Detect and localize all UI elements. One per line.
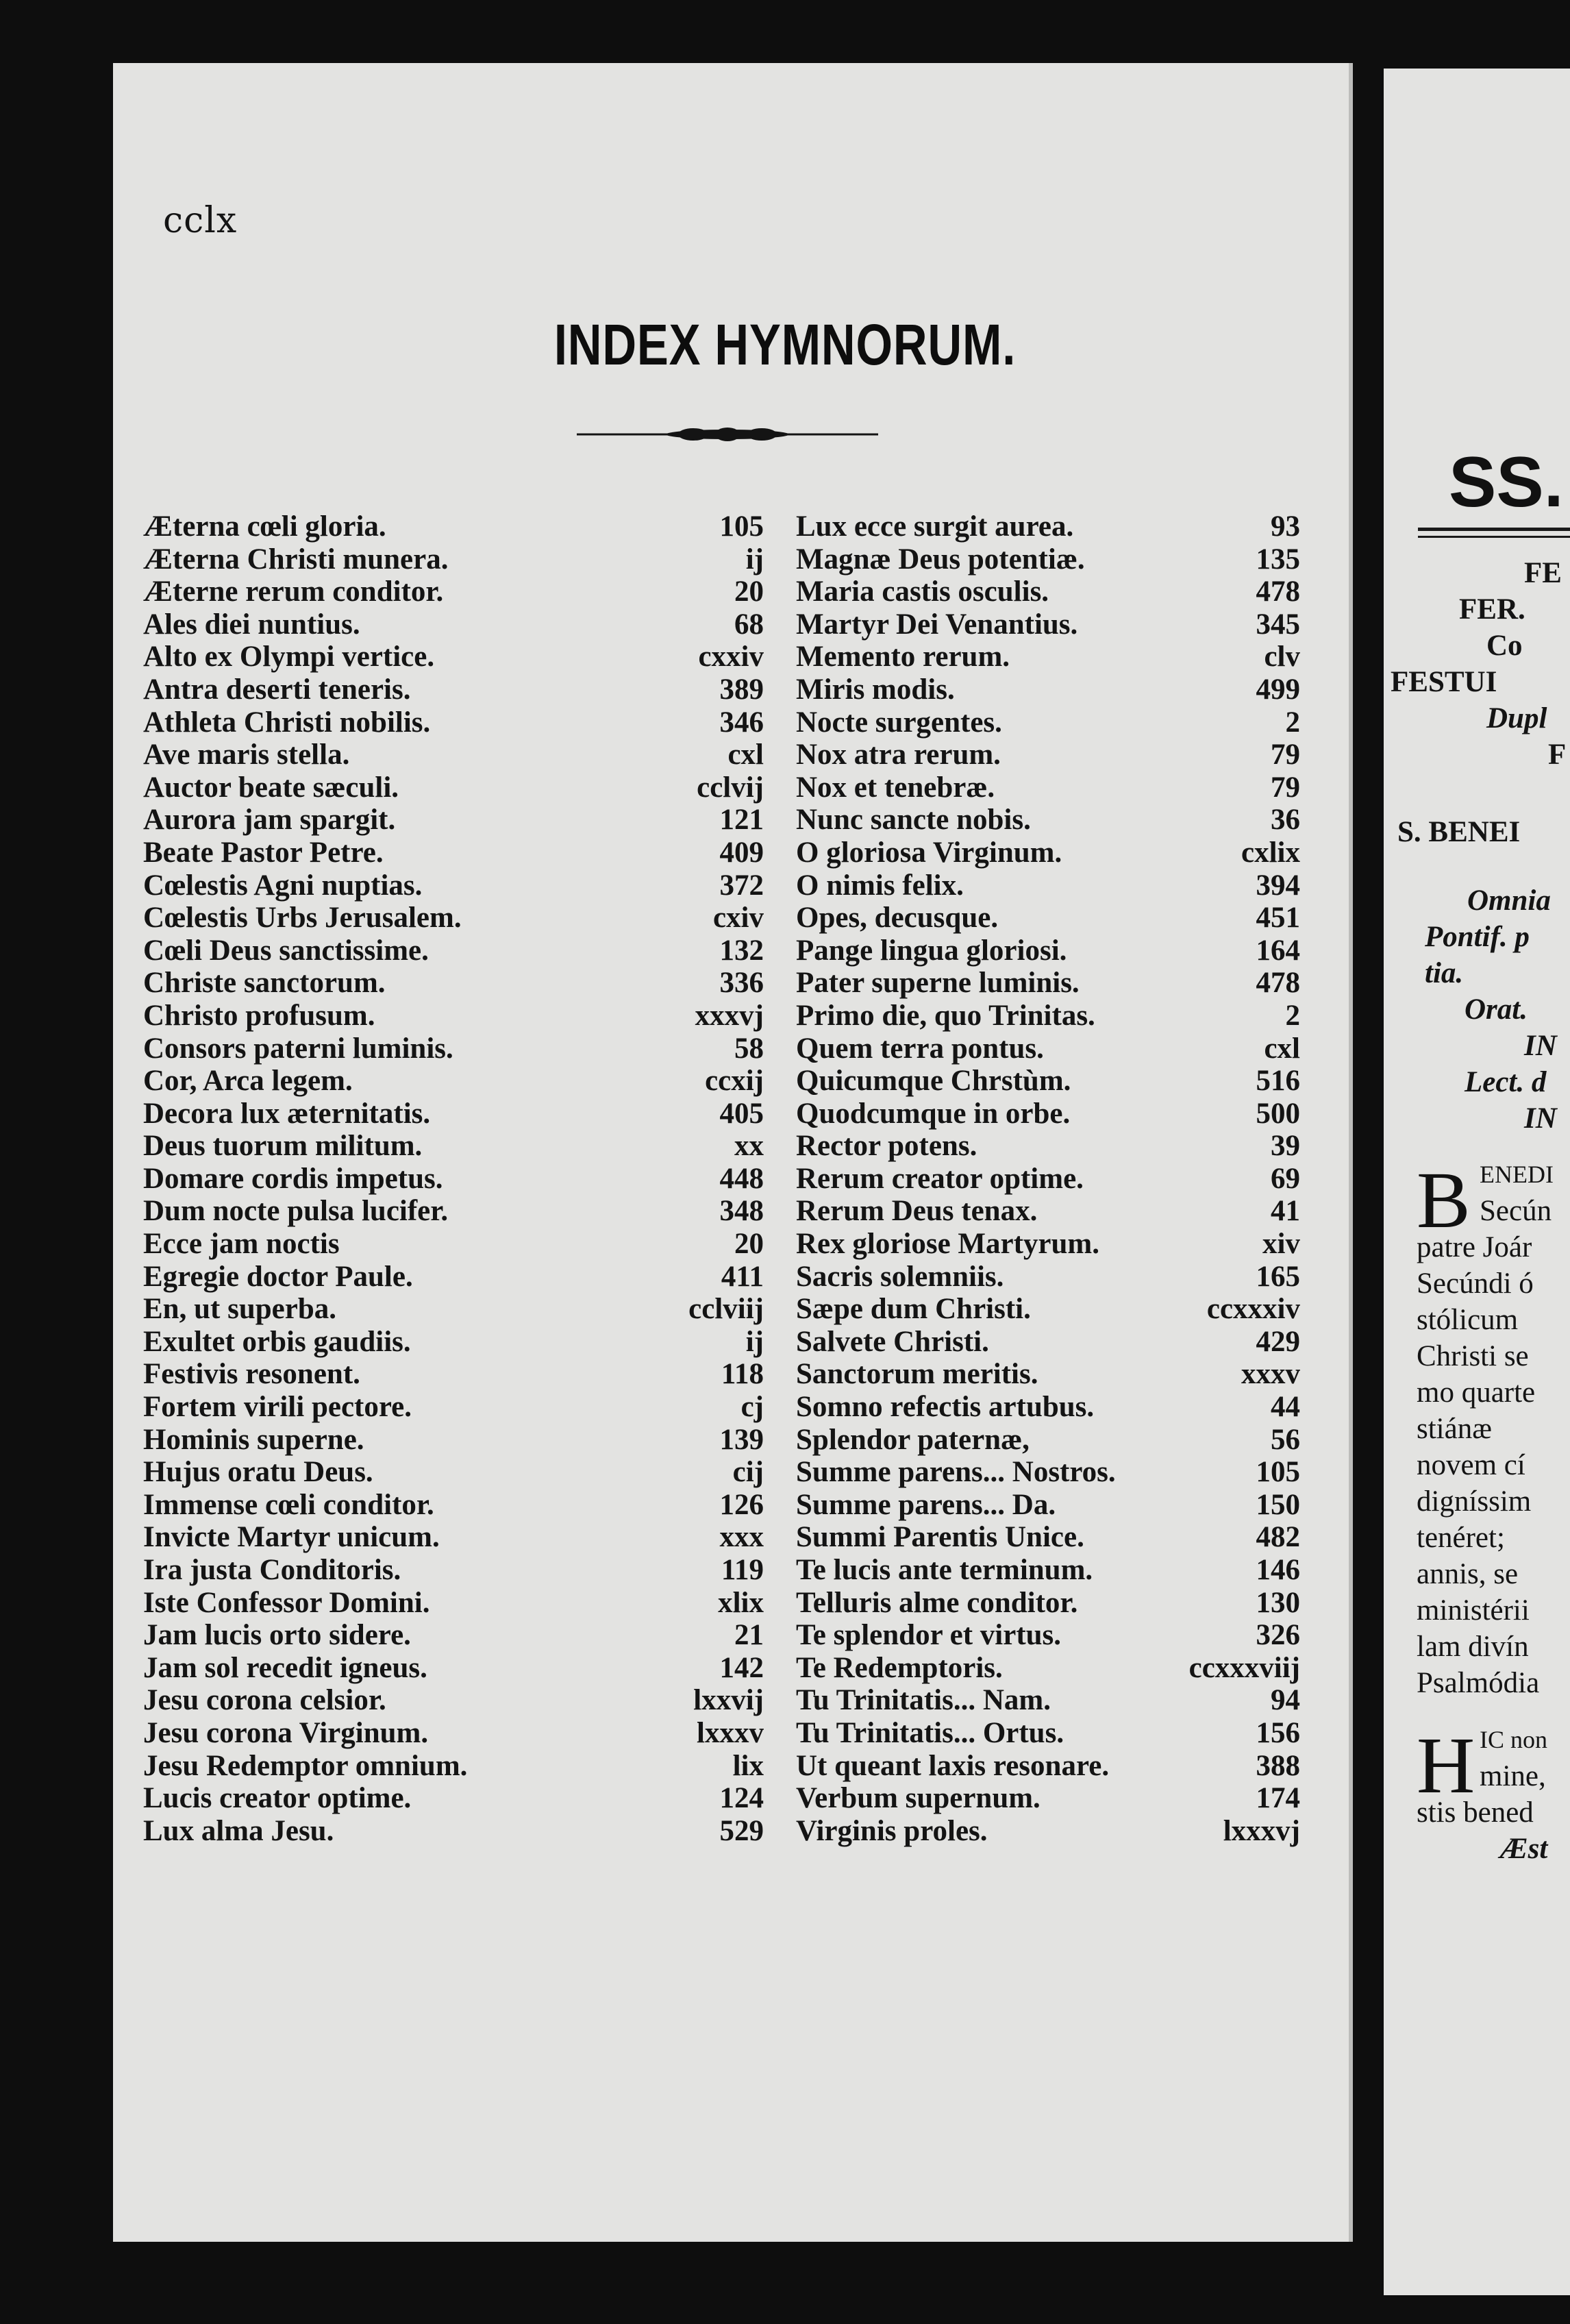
hymn-title: Auctor beate sæculi. [143, 771, 399, 804]
adjacent-line: ministérii [1417, 1594, 1530, 1627]
index-entry [143, 1228, 764, 1261]
hymn-title: O nimis felix. [796, 869, 964, 902]
page-reference: 118 [721, 1358, 764, 1391]
page-reference: 411 [721, 1260, 764, 1293]
adjacent-line: Psalmódia [1417, 1667, 1540, 1699]
hymn-title: Nox et tenebræ. [796, 771, 995, 804]
index-entry [796, 1000, 1300, 1033]
page-reference: 409 [719, 836, 764, 869]
hymn-title: Jesu corona Virginum. [143, 1716, 429, 1749]
page-reference: 388 [1256, 1749, 1300, 1782]
page-reference: ccxij [705, 1065, 764, 1098]
page-reference: 336 [719, 967, 764, 1000]
index-entry [143, 902, 764, 935]
index-entry [143, 673, 764, 706]
page-reference: 79 [1271, 771, 1300, 804]
page-reference: cxl [1264, 1032, 1300, 1065]
hymn-title: Christe sanctorum. [143, 967, 386, 1000]
page-reference: 79 [1271, 739, 1300, 771]
index-entry [796, 1652, 1300, 1685]
index-entry [143, 1065, 764, 1098]
page-reference: clv [1264, 641, 1300, 673]
page-reference: 345 [1256, 608, 1300, 641]
hymn-title: Ut queant laxis resonare. [796, 1749, 1110, 1782]
index-entry [796, 804, 1300, 837]
index-entry [143, 1098, 764, 1130]
adjacent-line: tia. [1425, 957, 1464, 989]
adjacent-heading: SS. [1449, 443, 1564, 522]
page-reference: 326 [1256, 1619, 1300, 1652]
adjacent-line: stis bened [1417, 1796, 1534, 1829]
hymn-title: Æterne rerum conditor. [143, 576, 444, 608]
hymn-title: Summe parens... Nostros. [796, 1456, 1116, 1489]
page-reference: 394 [1256, 869, 1300, 902]
page-reference: 516 [1256, 1065, 1300, 1098]
adjacent-line: stiánæ [1417, 1413, 1492, 1445]
hymn-title: Aurora jam spargit. [143, 804, 396, 837]
page-reference: 132 [719, 934, 764, 967]
hymn-title: Rerum Deus tenax. [796, 1195, 1038, 1228]
index-entry [143, 1489, 764, 1522]
index-entry [143, 1521, 764, 1554]
page-reference: 39 [1271, 1130, 1300, 1163]
index-entry [143, 935, 764, 967]
page-reference: xxx [719, 1521, 764, 1554]
index-entry [796, 869, 1300, 902]
index-entry [143, 837, 764, 869]
index-entry [796, 1619, 1300, 1652]
page-reference: ccxxxviij [1188, 1651, 1300, 1684]
hymn-title: Ira justa Conditoris. [143, 1554, 401, 1586]
index-entry [796, 837, 1300, 869]
hymn-title: En, ut superba. [143, 1293, 336, 1326]
page-reference: xxxvj [695, 999, 764, 1032]
hymn-title: Pange lingua gloriosi. [796, 934, 1067, 967]
hymn-title: Telluris alme conditor. [796, 1586, 1078, 1619]
adjacent-rule [1418, 528, 1570, 531]
page-reference: 150 [1256, 1488, 1300, 1521]
hymn-title: Alto ex Olympi vertice. [143, 641, 435, 673]
index-entry [796, 1033, 1300, 1065]
index-entry [796, 1521, 1300, 1554]
page-reference: 44 [1271, 1391, 1300, 1424]
index-entry [796, 1326, 1300, 1359]
adjacent-line: Co [1486, 630, 1523, 662]
index-entry [143, 608, 764, 641]
page-reference: 529 [719, 1814, 764, 1847]
index-entry [143, 1587, 764, 1620]
adjacent-line: digníssim [1417, 1485, 1532, 1518]
hymn-title: Sacris solemniis. [796, 1260, 1004, 1293]
page-reference: cclviij [688, 1293, 764, 1326]
index-entry [796, 673, 1300, 706]
page-reference: 165 [1256, 1260, 1300, 1293]
hymn-title: Lux alma Jesu. [143, 1814, 334, 1847]
adjacent-line: IN [1524, 1102, 1557, 1135]
hymn-title: Iste Confessor Domini. [143, 1586, 430, 1619]
hymn-title: Te lucis ante terminum. [796, 1554, 1093, 1586]
page-reference: 36 [1271, 804, 1300, 837]
index-entry [796, 1489, 1300, 1522]
index-entry [796, 608, 1300, 641]
index-entry [796, 1456, 1300, 1489]
page-reference: 2 [1285, 706, 1300, 739]
index-entry [143, 1424, 764, 1457]
hymn-title: Tu Trinitatis... Ortus. [796, 1716, 1064, 1749]
page-reference: 121 [719, 804, 764, 837]
hymn-title: Primo die, quo Trinitas. [796, 999, 1095, 1032]
index-entry [796, 739, 1300, 771]
page-reference: 139 [719, 1423, 764, 1456]
adjacent-rule [1418, 536, 1570, 538]
ornament-rule [570, 426, 885, 443]
page-reference: 119 [721, 1554, 764, 1586]
hymn-title: Domare cordis impetus. [143, 1162, 443, 1195]
index-entry [796, 1358, 1300, 1391]
hymn-title: Athleta Christi nobilis. [143, 706, 431, 739]
adjacent-line: Lect. d [1465, 1066, 1547, 1098]
page-reference: 500 [1256, 1097, 1300, 1130]
index-entry [143, 1456, 764, 1489]
hymn-title: Decora lux æternitatis. [143, 1097, 431, 1130]
hymn-title: Cœli Deus sanctissime. [143, 934, 429, 967]
index-entry [143, 1391, 764, 1424]
hymn-title: Quicumque Chrstùm. [796, 1065, 1071, 1098]
hymn-title: Sanctorum meritis. [796, 1358, 1038, 1391]
adjacent-line: Æst [1500, 1833, 1548, 1865]
page-reference: 389 [719, 673, 764, 706]
hymn-title: Ecce jam noctis [143, 1228, 340, 1261]
page-reference: 156 [1256, 1716, 1300, 1749]
adjacent-line: IN [1524, 1030, 1557, 1062]
index-entry [796, 1684, 1300, 1717]
index-entry [143, 1033, 764, 1065]
adjacent-line: F [1548, 739, 1567, 771]
page-reference: 69 [1271, 1162, 1300, 1195]
index-entry [796, 576, 1300, 608]
index-entry [796, 935, 1300, 967]
adjacent-line: Dupl [1486, 702, 1547, 734]
page-reference: lxxxv [697, 1716, 764, 1749]
hymn-title: Cœlestis Urbs Jerusalem. [143, 902, 462, 935]
page-reference: lix [732, 1749, 764, 1782]
index-entry [796, 1261, 1300, 1294]
adjacent-line: Pontif. p [1425, 921, 1530, 953]
index-entry [796, 706, 1300, 739]
hymn-title: Festivis resonent. [143, 1358, 360, 1391]
index-entry [143, 576, 764, 608]
hymn-title: Splendor paternæ, [796, 1423, 1030, 1456]
index-entry [796, 1098, 1300, 1130]
index-entry [143, 1554, 764, 1587]
index-entry [796, 641, 1300, 673]
index-column-right [796, 510, 1300, 1847]
index-entry [143, 1163, 764, 1196]
adjacent-line: patre Joár [1417, 1231, 1532, 1263]
adjacent-line: mo quarte [1417, 1376, 1536, 1409]
hymn-title: Consors paterni luminis. [143, 1032, 453, 1065]
drop-cap: B [1417, 1155, 1471, 1245]
page-reference: 58 [734, 1032, 764, 1065]
page-reference: 130 [1256, 1586, 1300, 1619]
index-entry [796, 1587, 1300, 1620]
adjacent-line: FER. [1459, 593, 1525, 626]
hymn-title: Jesu Redemptor omnium. [143, 1749, 468, 1782]
index-entry [796, 543, 1300, 576]
hymn-title: Magnæ Deus potentiæ. [796, 543, 1085, 576]
page-reference: 124 [719, 1782, 764, 1815]
page-reference: xx [734, 1130, 764, 1163]
index-entry [143, 739, 764, 771]
page-reference: 346 [719, 706, 764, 739]
page-reference: 372 [719, 869, 764, 902]
index-entry [143, 1261, 764, 1294]
page-reference: 20 [734, 576, 764, 608]
hymn-title: Lucis creator optime. [143, 1782, 412, 1815]
adjacent-line: stólicum [1417, 1304, 1519, 1336]
index-entry [143, 804, 764, 837]
page-reference: ij [745, 543, 764, 576]
page-reference: 94 [1271, 1684, 1300, 1717]
hymn-title: Ales diei nuntius. [143, 608, 360, 641]
hymn-title: O gloriosa Virginum. [796, 836, 1062, 869]
page-reference: ij [745, 1325, 764, 1358]
page-reference: 146 [1256, 1554, 1300, 1586]
index-entry [796, 510, 1300, 543]
index-entry [143, 771, 764, 804]
page-reference: 348 [719, 1195, 764, 1228]
adjacent-line: IC non [1480, 1726, 1547, 1753]
hymn-title: Egregie doctor Paule. [143, 1260, 413, 1293]
index-entry [796, 1065, 1300, 1098]
page-reference: 41 [1271, 1195, 1300, 1228]
hymn-title: Immense cœli conditor. [143, 1488, 434, 1521]
hymn-title: Miris modis. [796, 673, 955, 706]
adjacent-line: Secún [1480, 1195, 1552, 1227]
index-entry [796, 1130, 1300, 1163]
hymn-title: Tu Trinitatis... Nam. [796, 1684, 1051, 1717]
hymn-title: Exultet orbis gaudiis. [143, 1325, 411, 1358]
index-entry [143, 1326, 764, 1359]
index-entry [143, 1782, 764, 1815]
page-reference: ccxxxiv [1206, 1293, 1300, 1326]
page-reference: lxxxvj [1223, 1814, 1300, 1847]
adjacent-line: Christi se [1417, 1340, 1529, 1372]
hymn-title: Te Redemptoris. [796, 1651, 1003, 1684]
page-number: cclx [163, 200, 238, 241]
hymn-title: Somno refectis artubus. [796, 1391, 1095, 1424]
hymn-title: Jam lucis orto sidere. [143, 1619, 411, 1652]
hymn-title: Deus tuorum militum. [143, 1130, 423, 1163]
hymn-title: Memento rerum. [796, 641, 1010, 673]
page-reference: 405 [719, 1097, 764, 1130]
hymn-title: Invicte Martyr unicum. [143, 1521, 440, 1554]
hymn-title: Cœlestis Agni nuptias. [143, 869, 423, 902]
page-reference: 68 [734, 608, 764, 641]
page-reference: 135 [1256, 543, 1300, 576]
hymn-title: Maria castis osculis. [796, 576, 1049, 608]
index-entry [143, 1619, 764, 1652]
page-reference: cxlix [1241, 836, 1300, 869]
adjacent-line: FE [1524, 557, 1562, 589]
hymn-title: Christo profusum. [143, 999, 375, 1032]
hymn-title: Antra deserti teneris. [143, 673, 411, 706]
page-reference: lxxvij [693, 1684, 764, 1717]
page-reference: 93 [1271, 510, 1300, 543]
page-reference: cclvij [697, 771, 764, 804]
adjacent-line: FESTUI [1391, 666, 1497, 698]
hymn-title: Ave maris stella. [143, 739, 350, 771]
index-entry [143, 1130, 764, 1163]
hymn-title: Æterna cœli gloria. [143, 510, 386, 543]
index-entry [796, 1815, 1300, 1848]
hymn-title: Martyr Dei Venantius. [796, 608, 1078, 641]
hymn-title: Lux ecce surgit aurea. [796, 510, 1074, 543]
hymn-title: Summi Parentis Unice. [796, 1521, 1084, 1554]
page-reference: xxxv [1241, 1358, 1300, 1391]
page-reference: 499 [1256, 673, 1300, 706]
drop-cap: H [1417, 1720, 1475, 1810]
adjacent-line: S. BENEI [1397, 816, 1521, 848]
index-entry [143, 1358, 764, 1391]
hymn-title: Hujus oratu Deus. [143, 1456, 373, 1489]
page-reference: 482 [1256, 1521, 1300, 1554]
page-reference: 105 [719, 510, 764, 543]
page-reference: 105 [1256, 1456, 1300, 1489]
hymn-title: Te splendor et virtus. [796, 1619, 1062, 1652]
page-reference: 21 [734, 1619, 764, 1652]
index-entry [796, 902, 1300, 935]
page-reference: 164 [1256, 934, 1300, 967]
index-entry [796, 771, 1300, 804]
index-entry [796, 1782, 1300, 1815]
index-entry [143, 1684, 764, 1717]
page-reference: xlix [718, 1586, 764, 1619]
hymn-title: Dum nocte pulsa lucifer. [143, 1195, 449, 1228]
hymn-title: Jam sol recedit igneus. [143, 1651, 427, 1684]
page-reference: 429 [1256, 1325, 1300, 1358]
hymn-title: Sæpe dum Christi. [796, 1293, 1031, 1326]
hymn-title: Summe parens... Da. [796, 1488, 1056, 1521]
page-reference: 2 [1285, 999, 1300, 1032]
hymn-title: Rector potens. [796, 1130, 977, 1163]
index-entry [143, 967, 764, 1000]
page-reference: 478 [1256, 576, 1300, 608]
hymn-title: Beate Pastor Petre. [143, 836, 384, 869]
index-entry [796, 1554, 1300, 1587]
hymn-title: Quem terra pontus. [796, 1032, 1044, 1065]
adjacent-line: lam divín [1417, 1631, 1529, 1663]
adjacent-page-edge [1384, 69, 1570, 2295]
adjacent-line: Omnia [1467, 885, 1551, 917]
adjacent-line: Secúndi ó [1417, 1268, 1534, 1300]
index-entry [143, 1293, 764, 1326]
hymn-title: Opes, decusque. [796, 902, 999, 935]
adjacent-line: novem cí [1417, 1449, 1525, 1481]
index-entry [143, 1717, 764, 1750]
index-entry [796, 1163, 1300, 1196]
index-entry [796, 1424, 1300, 1457]
hymn-title: Rex gloriose Martyrum. [796, 1228, 1099, 1261]
page-title: INDEX HYMNORUM. [553, 312, 1017, 377]
hymn-title: Pater superne luminis. [796, 967, 1080, 1000]
page-reference: cij [732, 1456, 764, 1489]
hymn-title: Nocte surgentes. [796, 706, 1002, 739]
index-entry [796, 1293, 1300, 1326]
index-entry [796, 967, 1300, 1000]
page-reference: 126 [719, 1488, 764, 1521]
index-entry [143, 706, 764, 739]
page-reference: 56 [1271, 1423, 1300, 1456]
hymn-title: Quodcumque in orbe. [796, 1097, 1071, 1130]
hymn-title: Virginis proles. [796, 1814, 988, 1847]
index-entry [143, 641, 764, 673]
adjacent-line: mine, [1480, 1760, 1546, 1792]
hymn-title: Jesu corona celsior. [143, 1684, 386, 1717]
hymn-title: Salvete Christi. [796, 1325, 989, 1358]
page-reference: 20 [734, 1228, 764, 1261]
index-entry [796, 1391, 1300, 1424]
page-reference: 142 [719, 1651, 764, 1684]
page-reference: 448 [719, 1162, 764, 1195]
hymn-title: Fortem virili pectore. [143, 1391, 412, 1424]
page-reference: cxiv [712, 902, 764, 935]
index-entry [143, 1195, 764, 1228]
page-reference: xiv [1262, 1228, 1300, 1261]
index-entry [796, 1717, 1300, 1750]
index-column-left [143, 510, 764, 1847]
index-entry [143, 1000, 764, 1033]
index-entry [143, 869, 764, 902]
hymn-title: Cor, Arca legem. [143, 1065, 353, 1098]
index-entry [143, 1652, 764, 1685]
hymn-title: Verbum supernum. [796, 1782, 1041, 1815]
adjacent-line: ENEDI [1480, 1161, 1554, 1188]
index-entry [143, 1815, 764, 1848]
page-reference: 451 [1256, 902, 1300, 935]
hymn-title: Hominis superne. [143, 1423, 364, 1456]
index-entry [143, 510, 764, 543]
index-entry [796, 1750, 1300, 1783]
index-entry [143, 543, 764, 576]
page-reference: cj [740, 1391, 764, 1424]
adjacent-line: Orat. [1465, 993, 1528, 1026]
index-entry [796, 1195, 1300, 1228]
hymn-title: Æterna Christi munera. [143, 543, 449, 576]
index-entry [143, 1750, 764, 1783]
page-reference: 174 [1256, 1782, 1300, 1815]
page-reference: 478 [1256, 967, 1300, 1000]
index-entry [796, 1228, 1300, 1261]
hymn-title: Rerum creator optime. [796, 1162, 1084, 1195]
adjacent-line: annis, se [1417, 1558, 1519, 1590]
hymn-title: Nunc sancte nobis. [796, 804, 1031, 837]
hymn-title: Nox atra rerum. [796, 739, 1001, 771]
adjacent-line: tenéret; [1417, 1522, 1505, 1554]
page-reference: cxl [727, 739, 764, 771]
page-reference: cxxiv [698, 641, 764, 673]
